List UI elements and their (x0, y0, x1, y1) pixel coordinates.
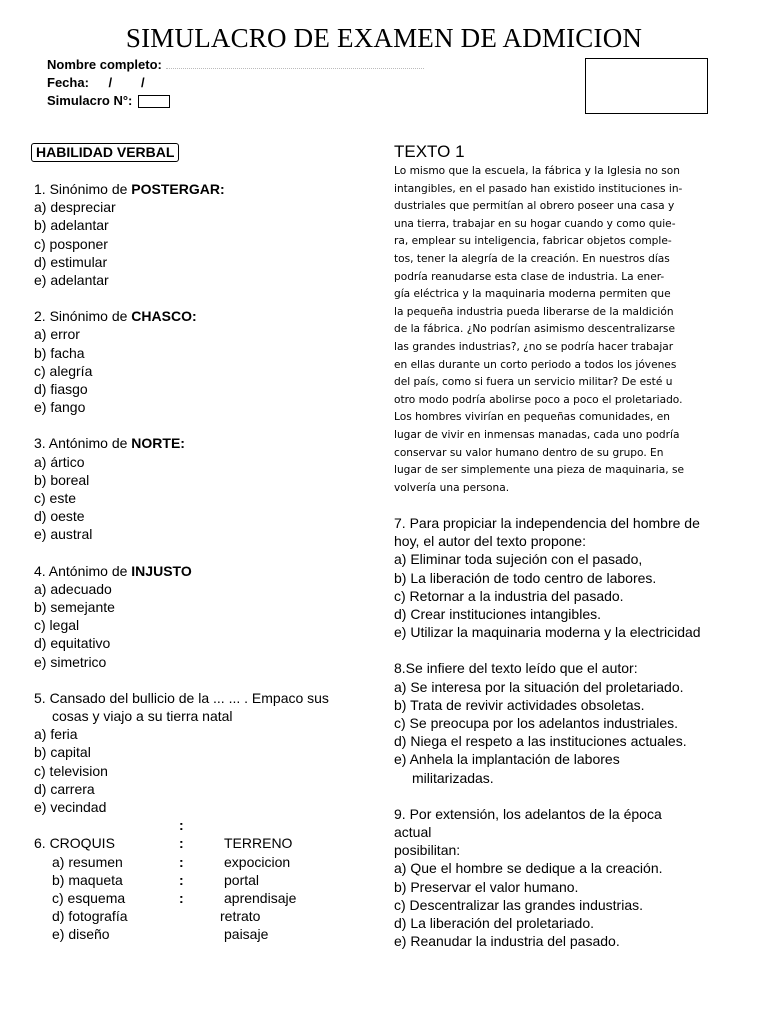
passage-line: las grandes industrias?, ¿no se podría hacer trabajar (394, 340, 674, 353)
question-keyword: NORTE: (131, 435, 185, 452)
passage-line: tos, tener la alegría de la creación. En nuestros días (394, 252, 670, 265)
name-field-row (47, 57, 424, 73)
passage-line: una tierra, trabajar en su hogar cuando y como quie- (394, 217, 676, 230)
option[interactable]: d) oeste (34, 508, 85, 525)
passage-line: de la fábrica. ¿No podrían asimismo descentralizarse (394, 323, 675, 336)
option[interactable]: d) La liberación del proletariado. (394, 915, 595, 932)
name-blank[interactable] (166, 57, 424, 69)
passage-line: intangibles, en el pasado han existido instituciones in- (394, 182, 683, 195)
simulacro-number-row (47, 93, 170, 109)
passage-line: ra, emplear su inteligencia, fabricar objetos comple- (394, 235, 672, 248)
analogy-colon: : (179, 835, 184, 852)
question-stem: 9. Por extensión, los adelantos de la época (394, 805, 662, 822)
passage-line: otro modo podría abolirse poco a poco el proletariado. (394, 393, 683, 406)
analogy-option[interactable] (34, 925, 364, 943)
option[interactable]: d) Crear instituciones intangibles. (394, 606, 601, 623)
analogy-colon: : (179, 871, 184, 888)
analogy-option-a: e) diseño (52, 926, 110, 943)
analogy-option[interactable] (34, 871, 364, 889)
photo-box (585, 58, 708, 114)
option[interactable]: e) Reanudar la industria del pasado. (394, 933, 620, 950)
analogy-option-b: portal (224, 871, 260, 888)
option[interactable]: a) adecuado (34, 580, 112, 597)
option[interactable]: c) legal (34, 617, 80, 634)
right-column (394, 514, 764, 968)
passage-line: gía eléctrica y la maquinaria moderna permiten que (394, 288, 671, 301)
question-keyword: CHASCO: (131, 308, 197, 325)
option[interactable]: b) Preservar el valor humano. (394, 878, 579, 895)
analogy-option-b: expocicion (224, 853, 291, 870)
question-keyword: POSTERGAR: (131, 181, 225, 197)
passage-line: dustriales que permitían al obrero poseer una casa y (394, 200, 675, 213)
option[interactable]: b) Trata de revivir actividades obsoletas. (394, 696, 645, 713)
texto-title: TEXTO 1 (394, 142, 465, 161)
question-stem: 1. Sinónimo de (34, 181, 132, 197)
analogy-option[interactable] (34, 907, 364, 925)
option[interactable]: c) posponer (34, 235, 108, 252)
simulacro-label: Simulacro N°: (47, 93, 133, 108)
option[interactable]: c) Descentralizar las grandes industrias. (394, 896, 643, 913)
reading-passage (394, 163, 724, 497)
option[interactable]: c) este (34, 490, 77, 507)
option[interactable]: a) feria (34, 726, 78, 743)
option[interactable]: d) carrera (34, 780, 95, 797)
option[interactable]: a) error (34, 326, 80, 343)
option[interactable]: d) estimular (34, 253, 108, 270)
option[interactable]: e) simetrico (34, 653, 107, 670)
analogy-colon: : (179, 853, 184, 870)
option[interactable]: c) television (34, 762, 108, 779)
passage-line: Lo mismo que la escuela, la fábrica y la Iglesia no son (394, 165, 680, 177)
date-label: Fecha: (47, 75, 89, 90)
analogy-option-a: c) esquema (52, 890, 126, 907)
question-stem: 8.Se infiere del texto leído que el autor: (394, 660, 638, 677)
option[interactable]: e) adelantar (34, 272, 109, 289)
question-stem: 3. Antónimo de (34, 435, 132, 452)
question-stem: cosas y viajo a su tierra natal (52, 708, 233, 725)
option[interactable]: b) capital (34, 744, 91, 761)
question-stem: posibilitan: (394, 842, 461, 859)
option-continuation: militarizadas. (412, 769, 494, 786)
passage-line: volvería una persona. (394, 481, 510, 494)
date-field-row (47, 75, 145, 91)
simulacro-number-box[interactable] (138, 95, 170, 108)
question-stem: actual (394, 824, 432, 841)
question-stem: 5. Cansado del bullicio de la ... ... . Empaco sus (34, 689, 329, 706)
option[interactable]: c) Se preocupa por los adelantos industriales. (394, 715, 679, 732)
option[interactable]: e) Anhela la implantación de labores (394, 751, 620, 768)
option[interactable]: e) fango (34, 399, 86, 416)
option[interactable]: c) Retornar a la industria del pasado. (394, 587, 624, 604)
analogy-option[interactable] (34, 889, 364, 907)
question-keyword: INJUSTO (131, 562, 192, 579)
question-9 (394, 805, 764, 951)
option[interactable]: d) fiasgo (34, 381, 88, 398)
option[interactable]: d) equitativo (34, 635, 111, 652)
analogy-stem-b: TERRENO (224, 835, 293, 852)
passage-line: conservar su valor humano dentro de su grupo. En (394, 446, 664, 459)
option[interactable]: a) despreciar (34, 199, 116, 216)
option[interactable]: e) Utilizar la maquinaria moderna y la electricidad (394, 624, 701, 641)
question-stem: 4. Antónimo de (34, 562, 132, 579)
question-8 (394, 659, 764, 786)
question-4 (34, 562, 364, 671)
analogy-option-a: d) fotografía (52, 908, 128, 925)
question-6 (34, 816, 364, 943)
passage-line: la pequeña industria pueda liberarse de la maldición (394, 305, 674, 318)
option[interactable]: d) Niega el respeto a las instituciones actuales. (394, 733, 687, 750)
analogy-option-a: b) maqueta (52, 871, 123, 888)
analogy-stem-a: 6. CROQUIS (34, 835, 115, 852)
option[interactable]: e) vecindad (34, 799, 107, 816)
option[interactable]: a) ártico (34, 453, 85, 470)
section-label-habilidad-verbal: HABILIDAD VERBAL (31, 143, 179, 162)
option[interactable]: e) austral (34, 526, 93, 543)
question-stem: 2. Sinónimo de (34, 308, 132, 325)
name-label: Nombre completo: (47, 57, 162, 72)
date-separators: / / (108, 75, 145, 90)
passage-line: del país, como si fuera un servicio militar? De esté u (394, 376, 673, 389)
page-title: SIMULACRO DE EXAMEN DE ADMICION (125, 23, 643, 53)
question-1 (34, 180, 364, 289)
passage-line: lugar de ser simplemente una pieza de maquinaria, se (394, 464, 684, 477)
passage-line: Los hombres vivirían en pequeñas comunidades, en (394, 411, 670, 424)
question-stem: 7. Para propiciar la independencia del hombre de (394, 515, 700, 531)
option[interactable]: b) facha (34, 344, 85, 361)
option[interactable]: b) adelantar (34, 217, 109, 234)
question-5 (34, 689, 364, 816)
option[interactable]: b) semejante (34, 599, 115, 616)
question-7 (394, 514, 764, 641)
passage-line: lugar de vivir en inmensas manadas, cada uno podría (394, 428, 680, 441)
analogy-colon: : (179, 817, 184, 834)
question-3 (34, 434, 364, 543)
analogy-option-b: retrato (220, 908, 261, 925)
question-2 (34, 307, 364, 416)
option[interactable]: b) boreal (34, 471, 90, 488)
option[interactable]: a) Eliminar toda sujeción con el pasado, (394, 551, 643, 568)
option[interactable]: b) La liberación de todo centro de labores. (394, 569, 657, 586)
option[interactable]: c) alegría (34, 362, 93, 379)
question-stem: hoy, el autor del texto propone: (394, 533, 586, 550)
analogy-option-b: paisaje (224, 926, 269, 943)
passage-line: podría reanudarse esta clase de industria. La ener- (394, 270, 665, 283)
analogy-option[interactable] (34, 853, 364, 871)
option[interactable]: a) Se interesa por la situación del proletariado. (394, 678, 684, 695)
passage-line: en ellas durante un corto periodo a todos los jóvenes (394, 358, 677, 371)
analogy-colon: : (179, 890, 184, 907)
option[interactable]: a) Que el hombre se dedique a la creación. (394, 860, 663, 877)
analogy-option-a: a) resumen (52, 853, 123, 870)
left-column (34, 180, 364, 944)
analogy-option-b: aprendisaje (224, 890, 297, 907)
